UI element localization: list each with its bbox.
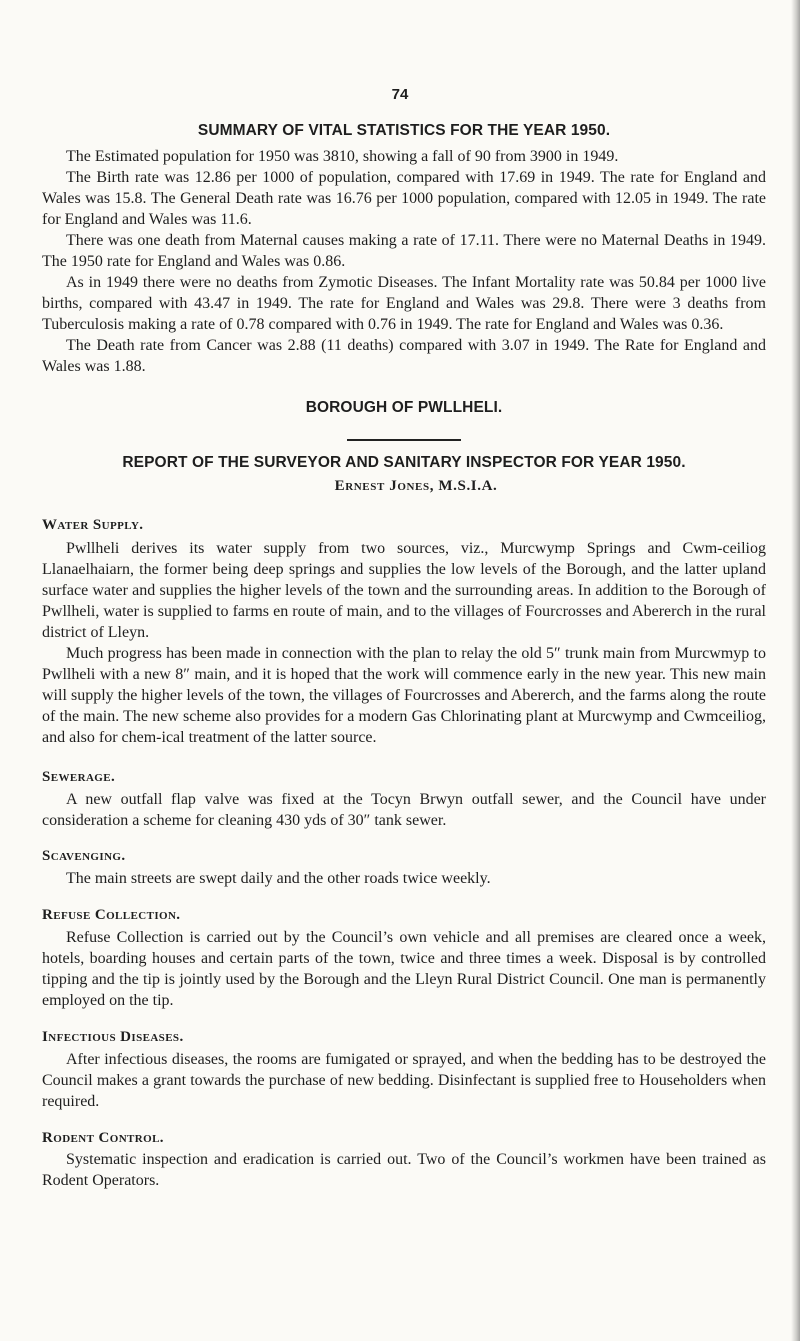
summary-paragraph: The Estimated population for 1950 was 3810, showing a fall of 90 from 3900 in 1949.: [66, 148, 619, 165]
section-heading-sewerage: Sewerage.: [42, 769, 116, 785]
water-supply-paragraph: Pwllheli derives its water supply from two sources, viz., Murcwymp Springs and Cwm-ceiliog Llanaelhaiarn, the former being deep springs and supplies the low levels of the Borough, and the latter upland surface water and supplies the higher levels of the town and the surrounding areas. In addition to the Borough of Pwllheli, water is supplied to farms en route of main, and to the villages of Fourcrosses and Abererch in the rural district of Lleyn.: [42, 540, 766, 641]
report-header: [42, 454, 766, 497]
section-heading-rodent-control: Rodent Control.: [42, 1130, 164, 1146]
section-heading-scavenging: Scavenging.: [42, 848, 126, 864]
summary-paragraph: The Death rate from Cancer was 2.88 (11 deaths) compared with 3.07 in 1949. The Rate for England and Wales was 1.88.: [42, 337, 766, 375]
refuse-collection-section: [42, 905, 766, 1011]
section-heading-infectious-diseases: Infectious Diseases.: [42, 1029, 184, 1045]
summary-title: SUMMARY OF VITAL STATISTICS FOR THE YEAR 1950.: [197, 122, 611, 139]
water-supply-paragraph: Much progress has been made in connection with the plan to relay the old 5″ trunk main from Murcwmyp to Pwllheli with a new 8″ main, and it is hoped that the work will commence early in the new year. This new main will supply the higher levels of the town, the villages of Fourcrosses and Abererch, and the farms along the route of the main. The new scheme also provides for a modern Gas Chlorinating plant at Murcwymp and Cwmceiliog, and also for chem-ical treatment of the latter source.: [42, 645, 766, 746]
sewerage-section: [42, 767, 766, 831]
infectious-diseases-section: [42, 1027, 766, 1112]
scavenging-paragraph: The main streets are swept daily and the other roads twice weekly.: [66, 870, 491, 887]
sewerage-paragraph: A new outfall flap valve was fixed at the Tocyn Brwyn outfall sewer, and the Council have under consideration a scheme for cleaning 430 yds of 30″ tank sewer.: [42, 791, 766, 829]
summary-section: [42, 122, 766, 377]
water-supply-section: [42, 515, 766, 748]
infectious-diseases-paragraph: After infectious diseases, the rooms are fumigated or sprayed, and when the bedding has to be destroyed the Council makes a grant towards the purchase of new bedding. Disinfectant is supplied free to Householders when required.: [42, 1051, 766, 1110]
divider-rule: [347, 439, 461, 441]
rodent-control-section: [42, 1128, 766, 1191]
section-heading-water-supply: Water Supply.: [42, 517, 144, 533]
section-heading-refuse-collection: Refuse Collection.: [42, 907, 181, 923]
page-edge-shadow: [791, 0, 800, 1341]
rodent-control-paragraph: Systematic inspection and eradication is carried out. Two of the Council’s workmen have been trained as Rodent Operators.: [42, 1151, 766, 1189]
summary-paragraph: As in 1949 there were no deaths from Zymotic Diseases. The Infant Mortality rate was 50.84 per 1000 live births, compared with 43.47 in 1949. The rate for England and Wales was 29.8. There were 3 deaths from Tuberculosis making a rate of 0.78 compared with 0.76 in 1949. The rate for England and Wales was 0.36.: [42, 274, 766, 333]
report-title: REPORT OF THE SURVEYOR AND SANITARY INSPECTOR FOR YEAR 1950.: [122, 454, 686, 471]
summary-paragraph: There was one death from Maternal causes making a rate of 17.11. There were no Maternal Deaths in 1949. The 1950 rate for England and Wales was 0.86.: [42, 232, 766, 270]
borough-title: BOROUGH OF PWLLHELI.: [305, 399, 503, 416]
summary-paragraph: The Birth rate was 12.86 per 1000 of population, compared with 17.69 in 1949. The rate for England and Wales was 15.8. The General Death rate was 16.76 per 1000 population, compared with 12.05 in 1949. The rate for England and Wales was 11.6.: [42, 169, 766, 228]
report-author: Ernest Jones, M.S.I.A.: [334, 478, 498, 494]
refuse-collection-paragraph: Refuse Collection is carried out by the Council’s own vehicle and all premises are cleared once a week, hotels, boarding houses and certain parts of the town, twice and three times a week. Disposal is by controlled tipping and the tip is jointly used by the Borough and the Lleyn Rural District Council. One man is permanently employed on the tip.: [42, 929, 766, 1009]
page-number: 74: [391, 86, 409, 103]
scavenging-section: [42, 846, 766, 889]
borough-section: [42, 399, 766, 441]
